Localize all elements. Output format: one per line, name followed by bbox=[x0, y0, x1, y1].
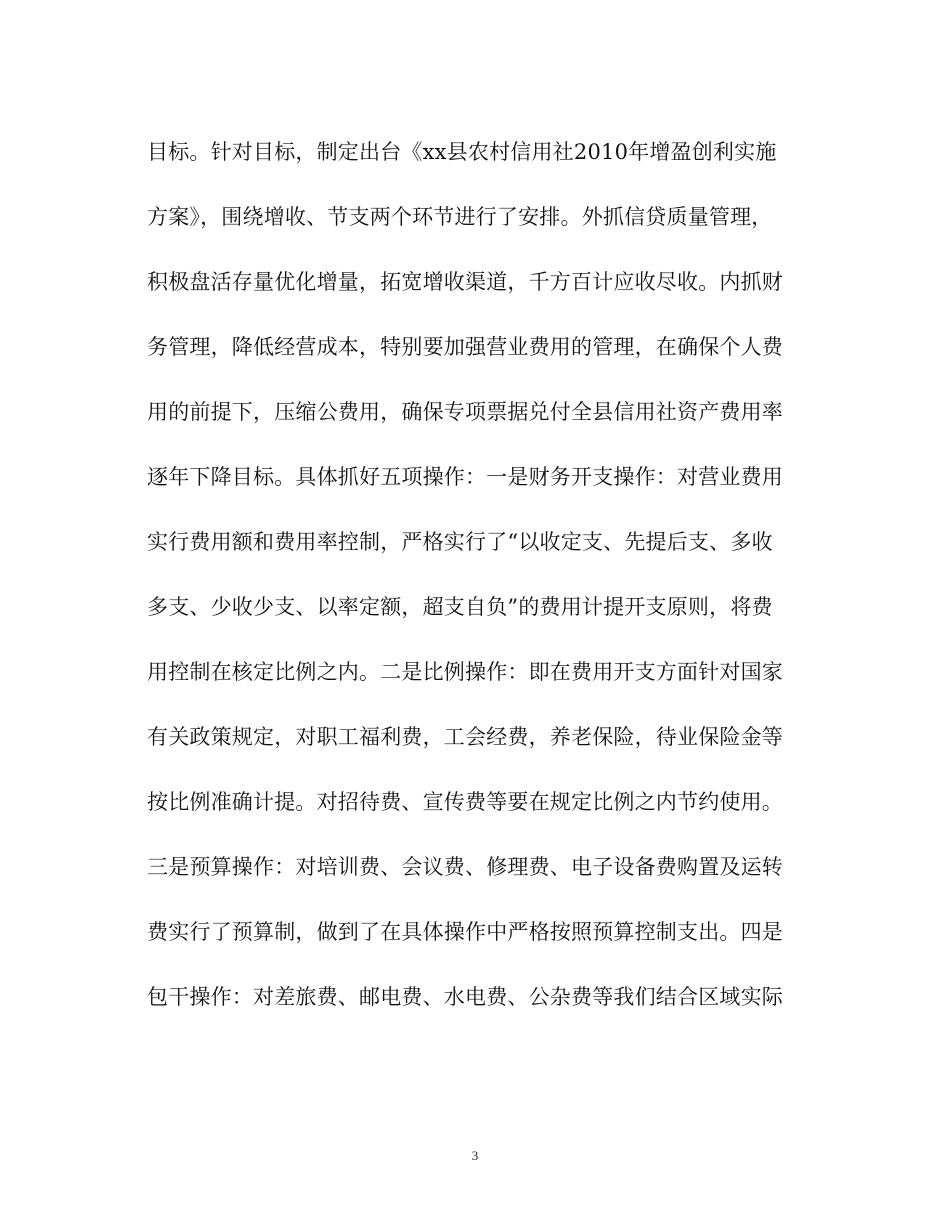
text-line: 用的前提下，压缩公费用，确保专项票据兑付全县信用社资产费用率 bbox=[147, 400, 783, 424]
text-line: 有关政策规定，对职工福利费，工会经费，养老保险，待业保险金等 bbox=[147, 725, 783, 749]
text-line: 目标。针对目标，制定出台《xx县农村信用社2010年增盈创利实施 bbox=[147, 140, 777, 164]
text-line: 积极盘活存量优化增量，拓宽增收渠道，千方百计应收尽收。内抓财 bbox=[147, 270, 783, 294]
page-number: 3 bbox=[471, 1148, 479, 1163]
text-line: 实行费用额和费用率控制，严格实行了“以收定支、先提后支、多收 bbox=[147, 530, 773, 554]
body-text bbox=[147, 120, 807, 1030]
text-line: 逐年下降目标。具体抓好五项操作：一是财务开支操作：对营业费用 bbox=[147, 465, 783, 489]
text-line: 用控制在核定比例之内。二是比例操作：即在费用开支方面针对国家 bbox=[147, 660, 783, 684]
text-line: 按比例准确计提。对招待费、宣传费等要在规定比例之内节约使用。 bbox=[147, 790, 783, 814]
text-line: 务管理，降低经营成本，特别要加强营业费用的管理，在确保个人费 bbox=[147, 335, 783, 359]
text-line: 多支、少收少支、以率定额，超支自负”的费用计提开支原则，将费 bbox=[147, 595, 773, 619]
text-line: 包干操作：对差旅费、邮电费、水电费、公杂费等我们结合区域实际 bbox=[147, 985, 783, 1009]
text-line: 费实行了预算制，做到了在具体操作中严格按照预算控制支出。四是 bbox=[147, 920, 783, 944]
text-line: 方案》，围绕增收、节支两个环节进行了安排。外抓信贷质量管理， bbox=[147, 205, 773, 229]
text-line: 三是预算操作：对培训费、会议费、修理费、电子设备费购置及运转 bbox=[147, 855, 783, 879]
